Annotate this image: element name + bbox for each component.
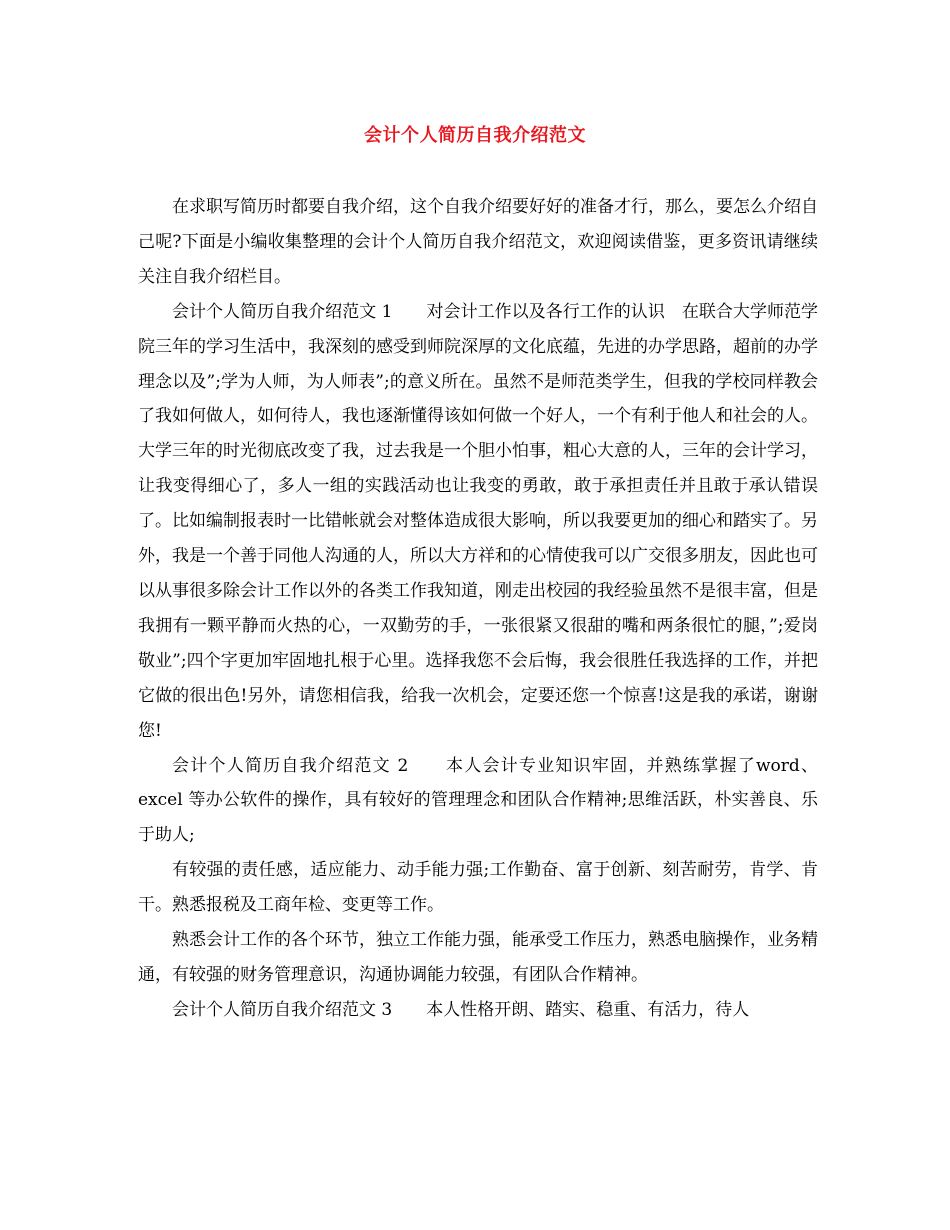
paragraph-intro: 在求职写简历时都要自我介绍，这个自我介绍要好好的准备才行，那么，要怎么介绍自己呢?下面是小编收集整理的会计个人简历自我介绍范文，欢迎阅读借鉴，更多资讯请继续关注自我介绍栏目。 [138, 197, 818, 287]
paragraph-sample-2-cont-a: 有较强的责任感，适应能力、动手能力强;工作勤奋、富于创新、刻苦耐劳，肯学、肯干。熟悉报税及工商年检、变更等工作。 [138, 860, 818, 916]
paragraph-sample-1: 会计个人简历自我介绍范文 1 对会计工作以及各行工作的认识 在联合大学师范学院三年的学习生活中，我深刻的感受到师院深厚的文化底蕴，先进的办学思路，超前的办学理念以及”;学为人师，为人师表”;的意义所在。虽然不是师范类学生，但我的学校同样教会了我如何做人，如何待人，我也逐渐懂得该如何做一个好人，一个有利于他人和社会的人。大学三年的时光彻底改变了我，过去我是一个胆小怕事，粗心大意的人，三年的会计学习，让我变得细心了，多人一组的实践活动也让我变的勇敢，敢于承担责任并且敢于承认错误了。比如编制报表时一比错帐就会对整体造成很大影响，所以我要更加的细心和踏实了。另外，我是一个善于同他人沟通的人，所以大方祥和的心情使我可以广交很多朋友，因此也可以从事很多除会计工作以外的各类工作我知道，刚走出校园的我经验虽然不是很丰富，但是我拥有一颗平静而火热的心，一双勤劳的手，一张很紧又很甜的嘴和两条很忙的腿，”;爱岗敬业”;四个字更加牢固地扎根于心里。选择我您不会后悔，我会很胜任我选择的工作，并把它做的很出色!另外，请您相信我，给我一次机会，定要还您一个惊喜!这是我的承诺，谢谢您! [138, 301, 818, 741]
document-title: 会计个人简历自我介绍范文 [364, 125, 586, 146]
paragraph-sample-2-cont-b: 熟悉会计工作的各个环节，独立工作能力强，能承受工作压力，熟悉电脑操作，业务精通，有较强的财务管理意识，沟通协调能力较强，有团队合作精神。 [138, 930, 818, 985]
paragraph-sample-3: 会计个人简历自我介绍范文 3 本人性格开朗、踏实、稳重、有活力，待人 [172, 999, 750, 1020]
paragraph-sample-2: 会计个人简历自我介绍范文 2 本人会计专业知识牢固，并熟练掌握了word、excel 等办公软件的操作，具有较好的管理理念和团队合作精神;思维活跃，朴实善良、乐于助人; [138, 755, 818, 846]
document-body [138, 190, 818, 1028]
